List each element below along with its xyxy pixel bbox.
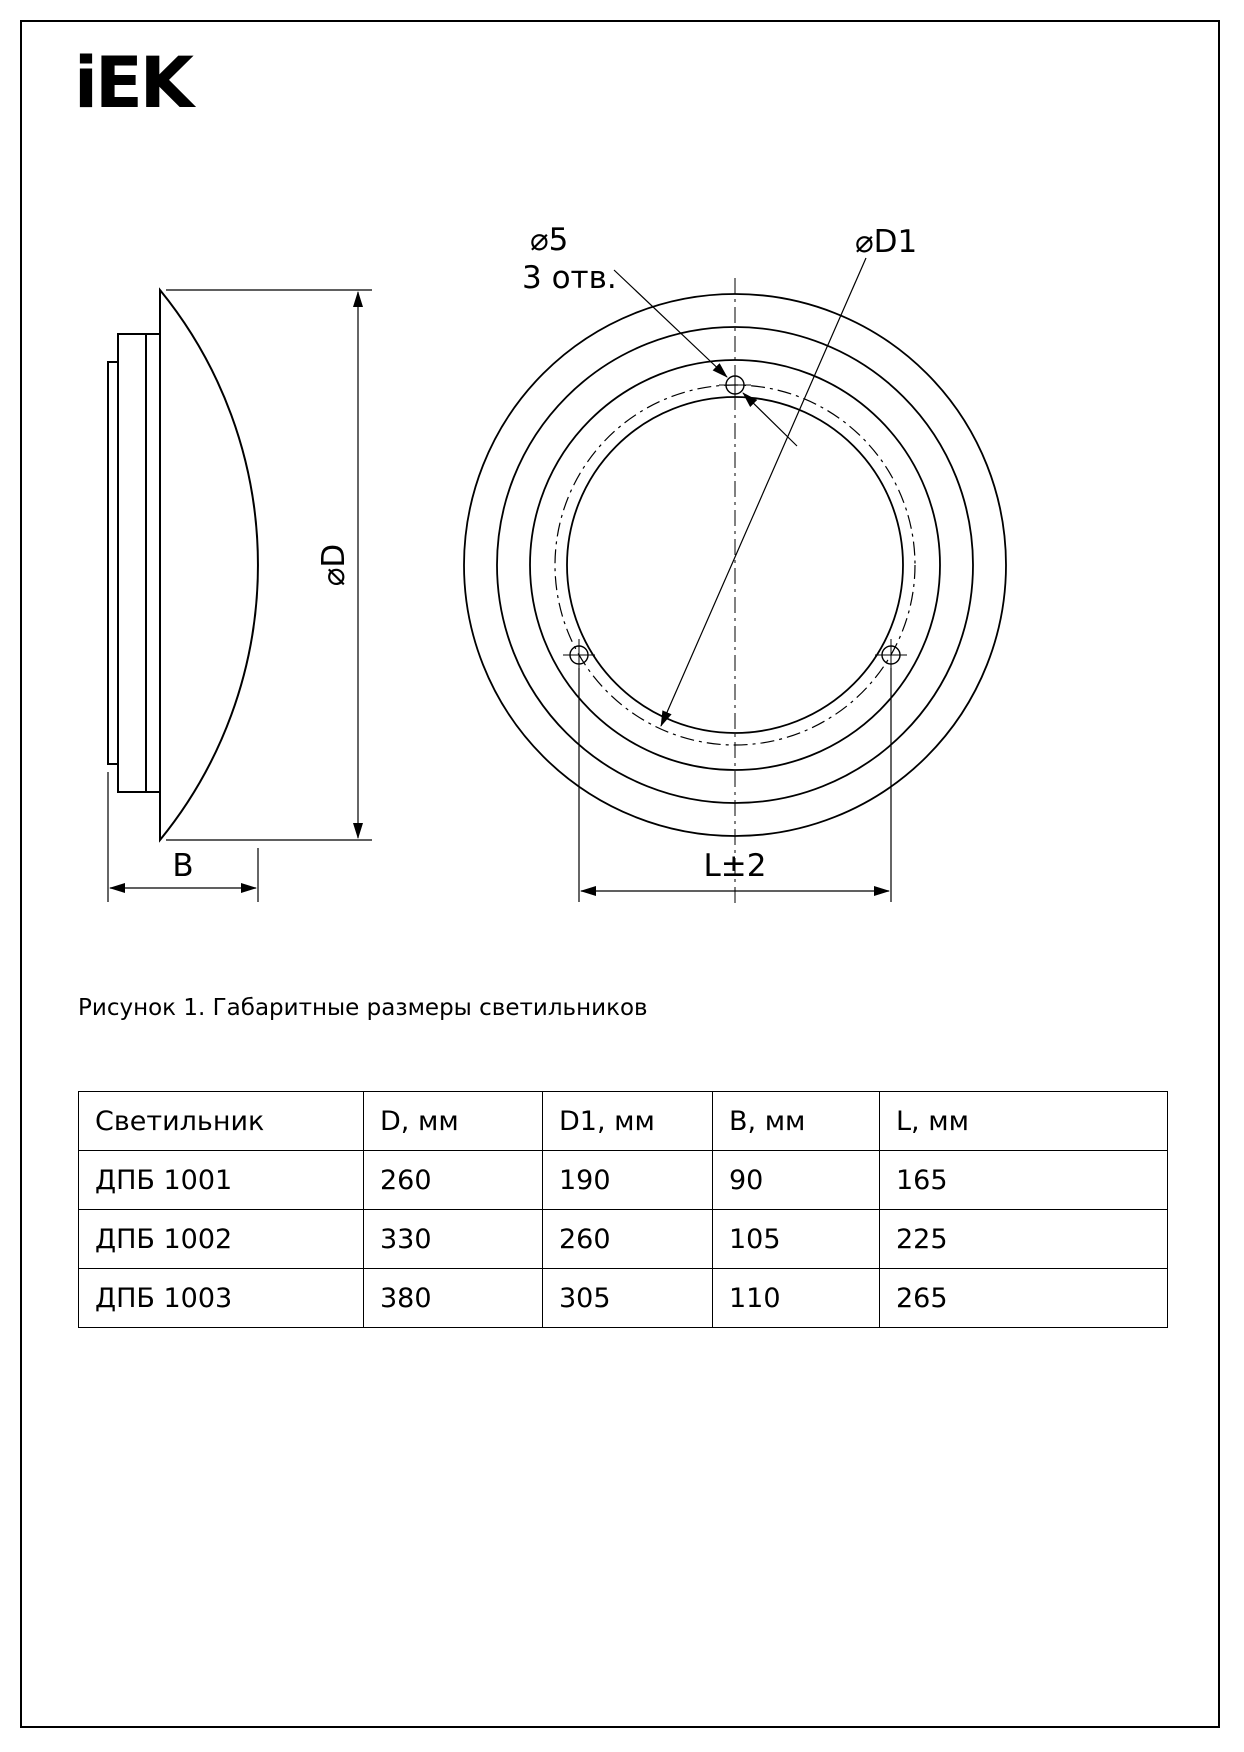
table-header-row <box>79 1092 1168 1151</box>
cell-d: 330 <box>364 1210 543 1269</box>
dim-label-l: L±2 <box>703 848 767 884</box>
label-hole-count: 3 отв. <box>522 260 617 296</box>
table-row <box>79 1210 1168 1269</box>
col-header-d1: D1, мм <box>543 1092 713 1151</box>
cell-l: 165 <box>880 1151 1168 1210</box>
col-header-b: B, мм <box>713 1092 880 1151</box>
label-hole-dia: ⌀5 <box>530 222 569 258</box>
cell-d1: 305 <box>543 1269 713 1328</box>
cell-b: 110 <box>713 1269 880 1328</box>
col-header-d: D, мм <box>364 1092 543 1151</box>
table-row <box>79 1269 1168 1328</box>
label-d1: ⌀D1 <box>855 224 918 260</box>
front-view <box>464 278 1006 906</box>
side-view <box>108 290 258 840</box>
cell-model: ДПБ 1002 <box>79 1210 364 1269</box>
cell-b: 105 <box>713 1210 880 1269</box>
side-view-flange <box>118 334 160 792</box>
side-view-dimensions <box>108 290 372 902</box>
cell-model: ДПБ 1001 <box>79 1151 364 1210</box>
cell-l: 265 <box>880 1269 1168 1328</box>
side-view-labels <box>172 544 352 884</box>
dimensions-table <box>78 1091 1168 1328</box>
figure-caption: Рисунок 1. Габаритные размеры светильников <box>78 995 648 1021</box>
cell-b: 90 <box>713 1151 880 1210</box>
side-view-rear-step <box>108 362 118 764</box>
iek-logo: iEK <box>74 42 192 124</box>
side-view-dome <box>160 290 258 840</box>
mounting-hole-left <box>563 639 595 671</box>
mounting-hole-right <box>875 639 907 671</box>
cell-d: 260 <box>364 1151 543 1210</box>
col-header-l: L, мм <box>880 1092 1168 1151</box>
col-header-luminaire: Светильник <box>79 1092 364 1151</box>
front-view-circle-3 <box>530 360 940 770</box>
cell-d: 380 <box>364 1269 543 1328</box>
leader-hole-dia <box>614 270 727 377</box>
cell-d1: 260 <box>543 1210 713 1269</box>
front-view-inner-circle <box>567 397 903 733</box>
dim-label-b: B <box>172 848 194 884</box>
cell-model: ДПБ 1003 <box>79 1269 364 1328</box>
cell-d1: 190 <box>543 1151 713 1210</box>
front-view-labels <box>522 222 917 884</box>
table-row <box>79 1151 1168 1210</box>
cell-l: 225 <box>880 1210 1168 1269</box>
dim-label-d: ⌀D <box>316 543 352 587</box>
